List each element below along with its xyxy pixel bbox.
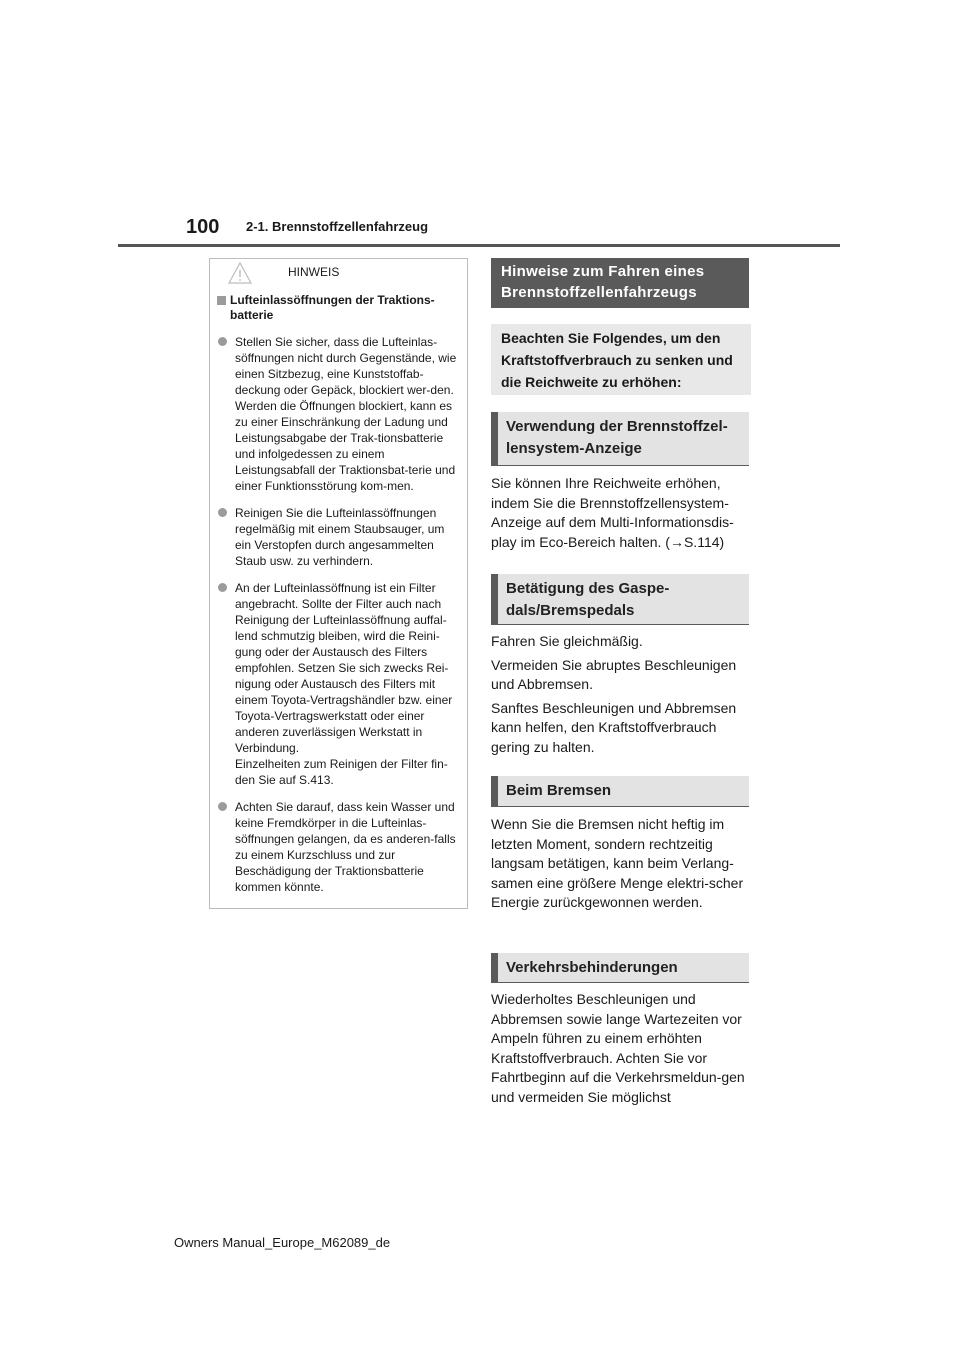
circle-bullet-icon <box>218 337 227 346</box>
section-heading: Betätigung des Gaspe-dals/Bremspedals <box>491 574 749 625</box>
main-heading: Hinweise zum Fahren eines Brennstoffzellenfahrzeugs <box>491 258 749 308</box>
circle-bullet-icon <box>218 802 227 811</box>
page-number: 100 <box>186 216 220 238</box>
paragraph: Sanftes Beschleunigen und Abbremsen kann helfen, den Kraftstoffverbrauch gering zu halten. <box>491 699 737 755</box>
note-item-text: Stellen Sie sicher, dass die Lufteinlas-söffnungen nicht durch Gegenstände, wie einen Sitzbezug, eine Kunststoffab-deckung oder Gepäck, blockiert wer-den. Werden die Öffnungen blockiert, kann es zu einer Einschränkung der Ladung und Leistungsabgabe der Trak-tionsbatterie und infolgedessen zu einem Leistungsabfall der Traktionsbat-terie und einer Funktionsstörung kom-men. <box>235 335 457 493</box>
intro-box: Beachten Sie Folgendes, um den Kraftstoffverbrauch zu senken und die Reichweite zu erhöhen: <box>491 324 751 395</box>
note-title-text: Lufteinlassöffnungen der Traktions-batterie <box>230 293 435 322</box>
section-heading: Verkehrsbehinderungen <box>491 953 749 983</box>
header-divider <box>118 244 840 247</box>
paragraph: Wenn Sie die Bremsen nicht heftig im letzten Moment, sondern rechtzeitig langsam betätigen, kann beim Verlang-samen eine größere Menge elektri-scher Energie zurückgewonnen werden. <box>491 816 744 911</box>
note-label: HINWEIS <box>288 265 340 279</box>
note-item-text: Achten Sie darauf, dass kein Wasser und keine Fremdkörper in die Lufteinlas-söffnungen gelangen, da es anderen-falls zu einem Kurzschluss und zur Beschädigung der Traktionsbatterie kommen könnte. <box>235 800 456 894</box>
section-body <box>491 990 753 1112</box>
section-body <box>491 474 753 556</box>
note-title <box>216 293 462 323</box>
note-box <box>209 258 468 909</box>
note-item <box>216 505 462 569</box>
circle-bullet-icon <box>218 508 227 517</box>
warning-triangle-icon <box>227 261 253 285</box>
note-item-text: An der Lufteinlassöffnung ist ein Filter angebracht. Sollte der Filter auch nach Reinigung der Lufteinlassöffnung auffal-lend schmutzig bleiben, wird die Reini-gung oder der Austausch des Filters empfohlen. Setzen Sie sich zwecks Rei-nigung oder Austausch des Filters mit einem Toyota-Vertragshändler bzw. einer Toyota-Vertragswerkstatt oder einer anderen zuverlässigen Werkstatt in Verbindung. <box>235 581 453 755</box>
circle-bullet-icon <box>218 583 227 592</box>
note-item <box>216 799 462 895</box>
section-heading: Verwendung der Brennstoffzel-lensystem-Anzeige <box>491 412 749 466</box>
paragraph: Sie können Ihre Reichweite erhöhen, indem Sie die Brennstoffzellensystem-Anzeige auf dem Multi-Informationsdis-play im Eco-Bereich halten. (→S.114) <box>491 475 734 550</box>
note-item <box>216 580 462 788</box>
note-content <box>216 293 462 906</box>
paragraph: Fahren Sie gleichmäßig. <box>491 633 643 649</box>
section-body <box>491 632 753 762</box>
section-body <box>491 815 753 917</box>
section-heading: Beim Bremsen <box>491 776 749 807</box>
paragraph: Wiederholtes Beschleunigen und Abbremsen sowie lange Wartezeiten vor Ampeln führen zu einem erhöhten Kraftstoffverbrauch. Achten Sie vor Fahrtbeginn auf die Verkehrsmeldun-gen und vermeiden Sie möglichst <box>491 991 745 1105</box>
note-item-text: Reinigen Sie die Lufteinlassöffnungen regelmäßig mit einem Staubsauger, um ein Verstopfen durch angesammelten Staub usw. zu verhindern. <box>235 506 445 568</box>
section-header: 2-1. Brennstoffzellenfahrzeug <box>246 219 429 234</box>
note-item-extra-text: Einzelheiten zum Reinigen der Filter fin-den Sie auf S.413. <box>235 757 448 787</box>
note-item <box>216 334 462 494</box>
paragraph: Vermeiden Sie abruptes Beschleunigen und Abbremsen. <box>491 656 737 693</box>
square-bullet-icon <box>217 296 226 305</box>
footer-text: Owners Manual_Europe_M62089_de <box>174 1235 391 1250</box>
